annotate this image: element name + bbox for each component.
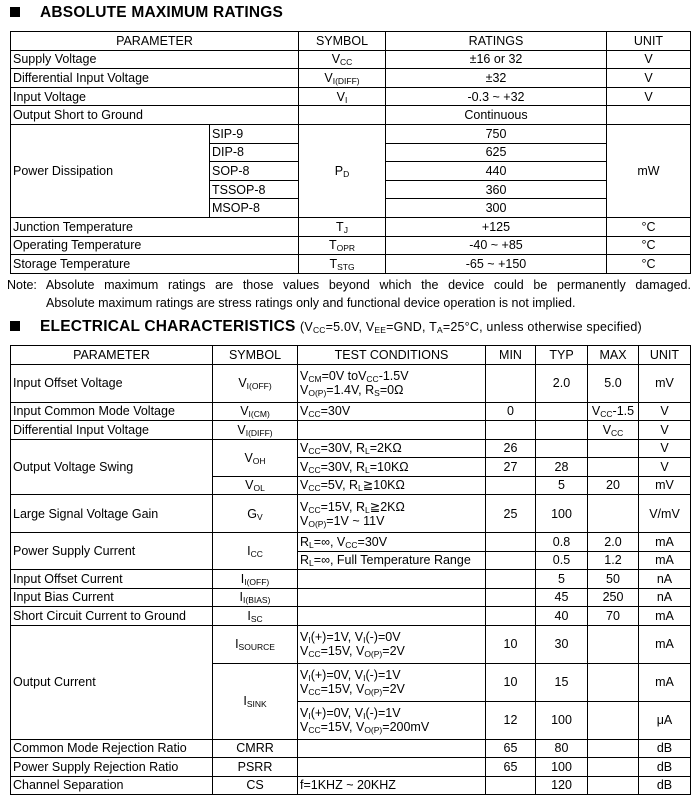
typ-cell: 45 — [536, 588, 588, 607]
max-cell — [588, 758, 639, 777]
table-row — [11, 364, 691, 402]
max-cell: $V_{CC}$ — [588, 421, 639, 440]
param-cell: Output Voltage Swing — [11, 439, 213, 495]
min-cell: 26 — [486, 439, 536, 458]
test-cell — [298, 607, 486, 626]
typ-cell: 30 — [536, 625, 588, 663]
max-cell — [588, 495, 639, 533]
unit-cell: V/mV — [639, 495, 691, 533]
param-cell: Power Supply Rejection Ratio — [11, 758, 213, 777]
typ-cell: 28 — [536, 458, 588, 477]
min-cell — [486, 570, 536, 589]
table-row — [11, 50, 691, 69]
rating-cell: 750 — [386, 124, 607, 143]
min-cell: 27 — [486, 458, 536, 477]
symbol-cell — [299, 106, 386, 125]
header-test-conditions: TEST CONDITIONS — [298, 346, 486, 365]
header-typ: TYP — [536, 346, 588, 365]
symbol-cell: $V_{OH}$ — [213, 439, 298, 476]
symbol-cell: $V_{I(DIFF)}$ — [299, 69, 386, 88]
rating-cell: Continuous — [386, 106, 607, 125]
typ-cell — [536, 402, 588, 421]
header-symbol: SYMBOL — [213, 346, 298, 365]
test-cell: $R_L=\infty$, Full Temperature Range — [298, 551, 486, 570]
unit-cell: dB — [639, 739, 691, 758]
typ-cell: 0.8 — [536, 533, 588, 552]
typ-cell: 100 — [536, 758, 588, 777]
param-cell: Input Common Mode Voltage — [11, 402, 213, 421]
elec-heading — [10, 318, 642, 336]
table-row — [11, 217, 691, 236]
unit-cell: mV — [639, 476, 691, 495]
symbol-cell: $T_{OPR}$ — [299, 236, 386, 255]
unit-cell: V — [607, 69, 691, 88]
table-row — [11, 625, 691, 663]
table-row — [11, 588, 691, 607]
rating-cell: -0.3 ~ +32 — [386, 87, 607, 106]
param-cell: Power Supply Current — [11, 533, 213, 570]
table-row — [11, 69, 691, 88]
param-cell: Operating Temperature — [11, 236, 299, 255]
package-cell: DIP-8 — [210, 143, 299, 162]
unit-cell: mA — [639, 607, 691, 626]
min-cell — [486, 421, 536, 440]
symbol-cell: $V_I$ — [299, 87, 386, 106]
table-row — [11, 776, 691, 795]
square-bullet-icon — [10, 321, 20, 331]
unit-cell: V — [607, 50, 691, 69]
test-cell — [298, 758, 486, 777]
unit-cell: nA — [639, 588, 691, 607]
min-cell: 65 — [486, 758, 536, 777]
package-cell: TSSOP-8 — [210, 180, 299, 199]
symbol-cell: $G_V$ — [213, 495, 298, 533]
header-unit: UNIT — [607, 32, 691, 51]
typ-cell: 0.5 — [536, 551, 588, 570]
max-cell — [588, 439, 639, 458]
table-row — [11, 255, 691, 274]
param-cell: Output Short to Ground — [11, 106, 299, 125]
param-cell: Large Signal Voltage Gain — [11, 495, 213, 533]
typ-cell: 120 — [536, 776, 588, 795]
param-cell: Input Offset Voltage — [11, 364, 213, 402]
symbol-cell: $I_{I(OFF)}$ — [213, 570, 298, 589]
test-cell: $V_{CC}=30V$, $R_L=2K\Omega$ — [298, 439, 486, 458]
table-row — [11, 495, 691, 533]
unit-cell: mA — [639, 663, 691, 701]
header-symbol: SYMBOL — [299, 32, 386, 51]
abs-max-title: ABSOLUTE MAXIMUM RATINGS — [40, 4, 284, 21]
unit-cell: dB — [639, 758, 691, 777]
typ-cell: 5 — [536, 570, 588, 589]
table-row — [11, 236, 691, 255]
rating-cell: -65 ~ +150 — [386, 255, 607, 274]
rating-cell: 625 — [386, 143, 607, 162]
unit-cell: mA — [639, 551, 691, 570]
header-unit: UNIT — [639, 346, 691, 365]
table-row — [11, 87, 691, 106]
table-row — [11, 106, 691, 125]
test-cell: $V_{CC}=5V$, $R_L≧10K\Omega$ — [298, 476, 486, 495]
header-ratings: RATINGS — [386, 32, 607, 51]
unit-cell: °C — [607, 255, 691, 274]
max-cell: 2.0 — [588, 533, 639, 552]
min-cell — [486, 776, 536, 795]
unit-cell: μA — [639, 701, 691, 739]
symbol-cell: $V_{CC}$ — [299, 50, 386, 69]
param-cell: Short Circuit Current to Ground — [11, 607, 213, 626]
symbol-cell: $I_{SC}$ — [213, 607, 298, 626]
max-cell — [588, 776, 639, 795]
min-cell: 10 — [486, 625, 536, 663]
typ-cell: 100 — [536, 495, 588, 533]
unit-cell: mA — [639, 625, 691, 663]
param-cell: Power Dissipation — [11, 124, 210, 217]
param-cell: Output Current — [11, 625, 213, 739]
table-row — [11, 739, 691, 758]
min-cell — [486, 533, 536, 552]
symbol-cell: $P_D$ — [299, 124, 386, 217]
param-cell: Input Offset Current — [11, 570, 213, 589]
unit-cell: V — [639, 458, 691, 477]
symbol-cell: $T_{STG}$ — [299, 255, 386, 274]
max-cell — [588, 701, 639, 739]
package-cell: MSOP-8 — [210, 199, 299, 218]
table-row — [11, 421, 691, 440]
test-cell: $V_I(+)=0V$, $V_I(-)=1V$ $V_{CC}=15V$, $V_{O(P)}=2V$ — [298, 663, 486, 701]
table-row — [11, 607, 691, 626]
rating-cell: -40 ~ +85 — [386, 236, 607, 255]
unit-cell: mA — [639, 533, 691, 552]
max-cell — [588, 663, 639, 701]
table-header-row — [11, 32, 691, 51]
param-cell: Storage Temperature — [11, 255, 299, 274]
table-row — [11, 570, 691, 589]
rating-cell: 440 — [386, 162, 607, 181]
unit-cell: mV — [639, 364, 691, 402]
symbol-cell: $I_{CC}$ — [213, 533, 298, 570]
max-cell — [588, 458, 639, 477]
rating-cell: ±32 — [386, 69, 607, 88]
unit-cell: °C — [607, 217, 691, 236]
max-cell: 250 — [588, 588, 639, 607]
min-cell: 10 — [486, 663, 536, 701]
typ-cell: 80 — [536, 739, 588, 758]
package-cell: SIP-9 — [210, 124, 299, 143]
symbol-cell: $I_{I(BIAS)}$ — [213, 588, 298, 607]
min-cell — [486, 588, 536, 607]
rating-cell: 360 — [386, 180, 607, 199]
typ-cell: 2.0 — [536, 364, 588, 402]
test-cell: $R_L=\infty$, $V_{CC}=30V$ — [298, 533, 486, 552]
test-cell: $V_I(+)=0V$, $V_I(-)=1V$ $V_{CC}=15V$, $V_{O(P)}=200mV$ — [298, 701, 486, 739]
param-cell: Input Bias Current — [11, 588, 213, 607]
rating-cell: 300 — [386, 199, 607, 218]
min-cell: 25 — [486, 495, 536, 533]
abs-max-heading — [10, 4, 283, 22]
param-cell: Channel Separation — [11, 776, 213, 795]
param-cell: Differential Input Voltage — [11, 421, 213, 440]
test-cell — [298, 421, 486, 440]
unit-cell: V — [639, 402, 691, 421]
symbol-cell: $V_{I(CM)}$ — [213, 402, 298, 421]
elec-title: ELECTRICAL CHARACTERISTICS — [40, 318, 296, 335]
max-cell: 5.0 — [588, 364, 639, 402]
typ-cell: 5 — [536, 476, 588, 495]
test-cell: $V_{CM}=0V$ toV$_{CC}$-1.5V $V_{O(P)}=1.4V$, $R_S=0\Omega$ — [298, 364, 486, 402]
symbol-cell: $V_{I(DIFF)}$ — [213, 421, 298, 440]
unit-cell: mW — [607, 124, 691, 217]
unit-cell: V — [639, 421, 691, 440]
symbol-cell: PSRR — [213, 758, 298, 777]
unit-cell: °C — [607, 236, 691, 255]
typ-cell — [536, 439, 588, 458]
symbol-cell: $I_{SOURCE}$ — [213, 625, 298, 663]
unit-cell: V — [639, 439, 691, 458]
param-cell: Input Voltage — [11, 87, 299, 106]
header-parameter: PARAMETER — [11, 32, 299, 51]
test-cell: $V_{CC}=30V$ — [298, 402, 486, 421]
min-cell — [486, 364, 536, 402]
unit-cell — [607, 106, 691, 125]
max-cell: $V_{CC}-1.5$ — [588, 402, 639, 421]
min-cell: 12 — [486, 701, 536, 739]
symbol-cell: $V_{OL}$ — [213, 476, 298, 495]
note-line-2: Absolute maximum ratings are stress ratings only and functional device operation is not implied. — [46, 296, 576, 310]
typ-cell: 100 — [536, 701, 588, 739]
table-row — [11, 533, 691, 552]
max-cell: 70 — [588, 607, 639, 626]
symbol-cell: CMRR — [213, 739, 298, 758]
table-row — [11, 439, 691, 458]
min-cell — [486, 476, 536, 495]
elec-char-table — [10, 345, 691, 795]
test-cell: f=1KHZ ~ 20KHZ — [298, 776, 486, 795]
typ-cell — [536, 421, 588, 440]
elec-conditions: ($V_{CC}=5.0V$, $V_{EE}=GND$, $T_A=25^\circ C$, unless otherwise specified) — [300, 320, 642, 335]
typ-cell: 40 — [536, 607, 588, 626]
rating-cell: ±16 or 32 — [386, 50, 607, 69]
square-bullet-icon — [10, 7, 20, 17]
max-cell: 1.2 — [588, 551, 639, 570]
min-cell — [486, 607, 536, 626]
symbol-cell: CS — [213, 776, 298, 795]
abs-max-note — [7, 276, 691, 312]
unit-cell: nA — [639, 570, 691, 589]
test-cell: $V_{CC}=30V$, $R_L=10K\Omega$ — [298, 458, 486, 477]
typ-cell: 15 — [536, 663, 588, 701]
test-cell — [298, 570, 486, 589]
param-cell: Differential Input Voltage — [11, 69, 299, 88]
abs-max-table — [10, 31, 691, 274]
max-cell — [588, 625, 639, 663]
test-cell — [298, 739, 486, 758]
header-parameter: PARAMETER — [11, 346, 213, 365]
table-header-row — [11, 346, 691, 365]
symbol-cell: $I_{SINK}$ — [213, 663, 298, 739]
package-cell: SOP-8 — [210, 162, 299, 181]
unit-cell: dB — [639, 776, 691, 795]
param-cell: Junction Temperature — [11, 217, 299, 236]
rating-cell: +125 — [386, 217, 607, 236]
header-max: MAX — [588, 346, 639, 365]
unit-cell: V — [607, 87, 691, 106]
table-row-power — [11, 124, 691, 143]
test-cell: $V_{CC}=15V$, $R_L≧2K\Omega$ $V_{O(P)}=1V$ ~ 11V — [298, 495, 486, 533]
test-cell — [298, 588, 486, 607]
max-cell: 20 — [588, 476, 639, 495]
symbol-cell: $V_{I(OFF)}$ — [213, 364, 298, 402]
param-cell: Supply Voltage — [11, 50, 299, 69]
table-row — [11, 402, 691, 421]
min-cell: 65 — [486, 739, 536, 758]
note-line-1: Note: Absolute maximum ratings are those values beyond which the device could be permanently damaged. — [7, 278, 691, 292]
table-row — [11, 758, 691, 777]
min-cell: 0 — [486, 402, 536, 421]
header-min: MIN — [486, 346, 536, 365]
symbol-cell: $T_J$ — [299, 217, 386, 236]
max-cell — [588, 739, 639, 758]
param-cell: Common Mode Rejection Ratio — [11, 739, 213, 758]
max-cell: 50 — [588, 570, 639, 589]
test-cell: $V_I(+)=1V$, $V_I(-)=0V$ $V_{CC}=15V$, $V_{O(P)}=2V$ — [298, 625, 486, 663]
min-cell — [486, 551, 536, 570]
